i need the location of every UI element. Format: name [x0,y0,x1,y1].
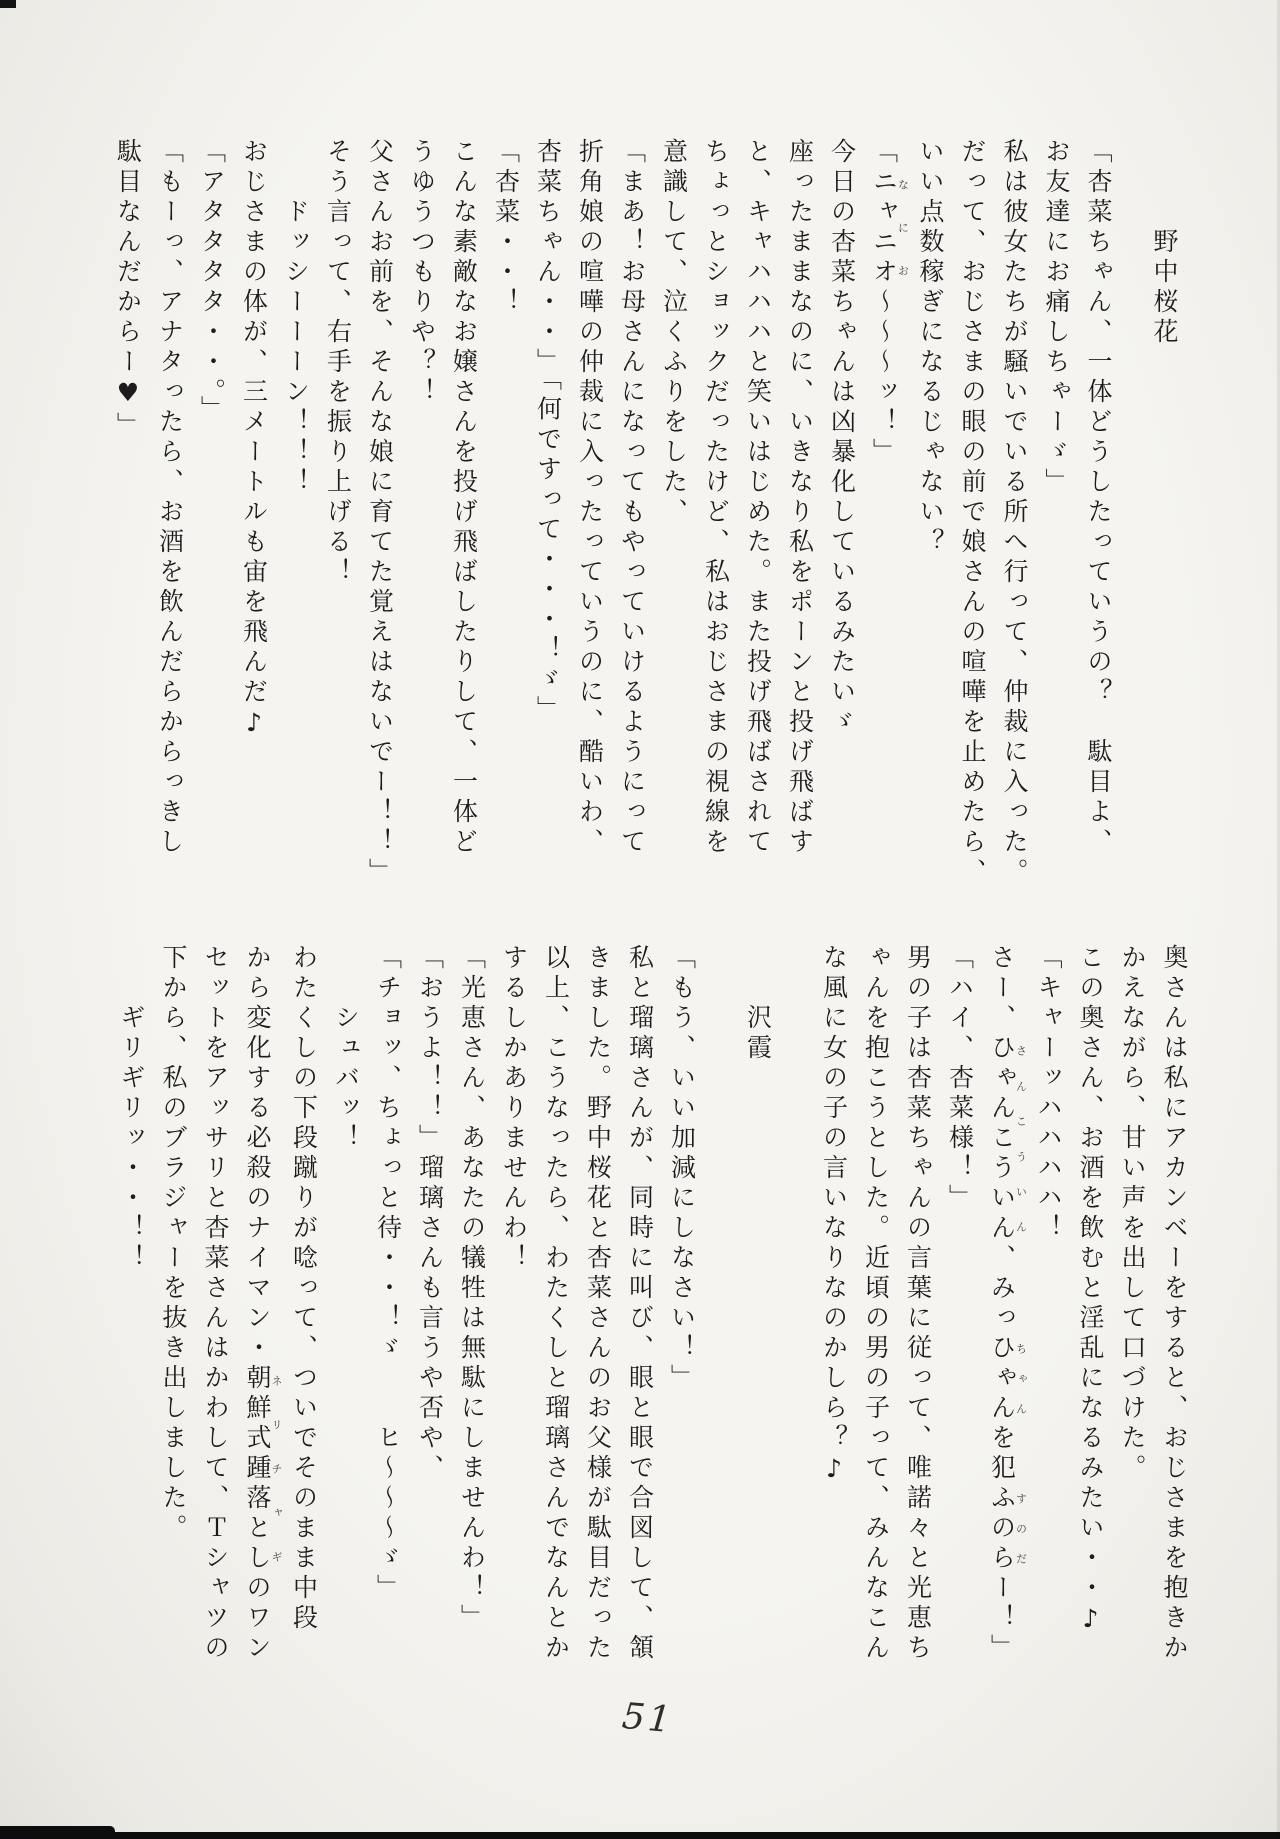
text-column: 「杏菜・・！ [491,138,521,318]
furigana-annotated-text: ひゃんこういんさんこういん [987,1034,1028,1244]
text-column: 下から、私のブラジャーを抜き出しました。 [159,944,188,1544]
text-column: 「光恵さん、あなたの犠牲は無駄にしませんわ！」 [457,944,487,1634]
text-column: ゃんを抱こうとした。近頃の男の子って、みんなこん [861,944,891,1664]
text-column: ギリギリッ・・！！ [117,1004,146,1274]
text-column: 「キャーッハハハハ！ [1034,944,1063,1244]
text-column: お友達にお痛しちゃーゞ」 [1042,138,1071,498]
text-column: シュバッ！ [331,1004,361,1154]
text-column: 以上、こうなったら、わたくしと瑠璃さんでなんとか [541,944,571,1664]
text-column: ちょっとショックだったけど、私はおじさまの視線を [701,138,731,858]
text-column: 「もう、いい加減にしなさい！」 [667,944,697,1394]
text-column: と、キャハハハと笑いはじめた。また投げ飛ばされて [743,138,773,858]
text-column: するしかありませんわ！ [499,944,529,1274]
furigana-annotated-text: 朝鮮式踵落としネリチャギ [243,1364,283,1574]
text-column: 私と瑠璃さんが、同時に叫び、眼と眼で合図して、頷 [625,944,655,1664]
text-column: きました。野中桜花と杏菜さんのお父様が駄目だった [583,944,613,1664]
text-column: うゆうつもりや？！ [407,138,437,408]
text-column: 杏菜ちゃん・・」「何ですって・・・！ゞ」 [533,138,563,726]
text-column: だって、おじさまの眼の前で娘さんの喧嘩を止めたら、 [958,138,987,888]
section-title: 沢霞 [743,1004,773,1064]
text-column: 意識して、泣くふりをした、 [659,138,689,528]
text-column: 「まあ！お母さんになってもやっていけるようにって [617,138,647,858]
text-column: 座ったままなのに、いきなり私をポーンと投げ飛ばす [785,138,815,858]
text-column: 私は彼女たちが騒いでいる所へ行って、仲裁に入った。 [1000,138,1029,888]
text-column: この奥さん、お酒を飲むと淫乱になるみたい・・♪ [1076,944,1105,1638]
text-column: 「もーっ、アナタったら、お酒を飲んだらからっきし [155,138,185,858]
text-column: 男の子は杏菜ちゃんの言葉に従って、唯諾々と光恵ち [903,944,933,1664]
text-column: な風に女の子の言いなりなのかしら？♪ [819,944,849,1488]
scan-edge-artifact-bottom-left [0,1826,115,1839]
text-column: 「杏菜ちゃん、一体どうしたっていうの？ 駄目よ、 [1084,138,1113,858]
text-column: 「ハイ、杏菜様！」 [945,944,975,1214]
text-column: 父さんお前を、そんな娘に育てた覚えはないでー！！」 [365,138,395,888]
text-column: から変化する必殺のナイマン・朝鮮式踵落としネリチャギのワン [243,944,283,1664]
text-column: 「アタタタタ・・。」 [197,138,227,426]
text-column: さー、ひゃんこういんさんこういん、みっひゃんちゃんを犯ふのらすのだー！」 [987,944,1028,1664]
text-column: いい点数稼ぎになるじゃない？ [916,138,945,558]
text-column: おじさまの体が、三メートルも宙を飛んだ♪ [239,138,269,742]
story-section-nonaka-ouka [107,138,1186,888]
story-section-sawa-kasumi [110,944,1195,1664]
text-column: 「おうよ！！」瑠璃さんも言うや否や、 [415,944,445,1484]
scan-corner-artifact [0,0,16,8]
scan-edge-artifact-bottom [0,1832,1280,1839]
text-column: ドッシーーーン！！！ [281,198,311,498]
text-column: 「ニャニオなにお〜〜〜ッ！」 [869,138,910,468]
text-column: 折角娘の喧嘩の仲裁に入ったっていうのに、酷いわ、 [575,138,605,858]
text-column: 奥さんは私にアカンベーをすると、おじさまを抱きか [1160,944,1189,1664]
text-column: 「チョッ、ちょっと待・・！ゞ ヒ〜〜〜ゞ」 [373,944,403,1604]
text-column: こんな素敵なお嬢さんを投げ飛ばしたりして、一体ど [449,138,479,858]
text-column: セットをアッサリと杏菜さんはかわして、Ｔシャツの [201,944,230,1664]
text-column: かえながら、甘い声を出して口づけた。 [1118,944,1147,1484]
text-column: わたくしの下段蹴りが唸って、ついでそのまま中段 [289,944,319,1634]
text-column: そう言って、右手を振り上げる！ [323,138,353,588]
page-number: 51 [620,1695,676,1742]
section-title: 野中桜花 [1150,228,1179,348]
furigana-annotated-text: ニャニオなにお [869,168,910,288]
furigana-annotated-text: ひゃんちゃん [987,1334,1028,1424]
text-column: 駄目なんだからー♥」 [113,138,143,442]
text-column: 今日の杏菜ちゃんは凶暴化しているみたいゞ [827,138,857,738]
furigana-annotated-text: ふのらすのだ [987,1484,1028,1574]
